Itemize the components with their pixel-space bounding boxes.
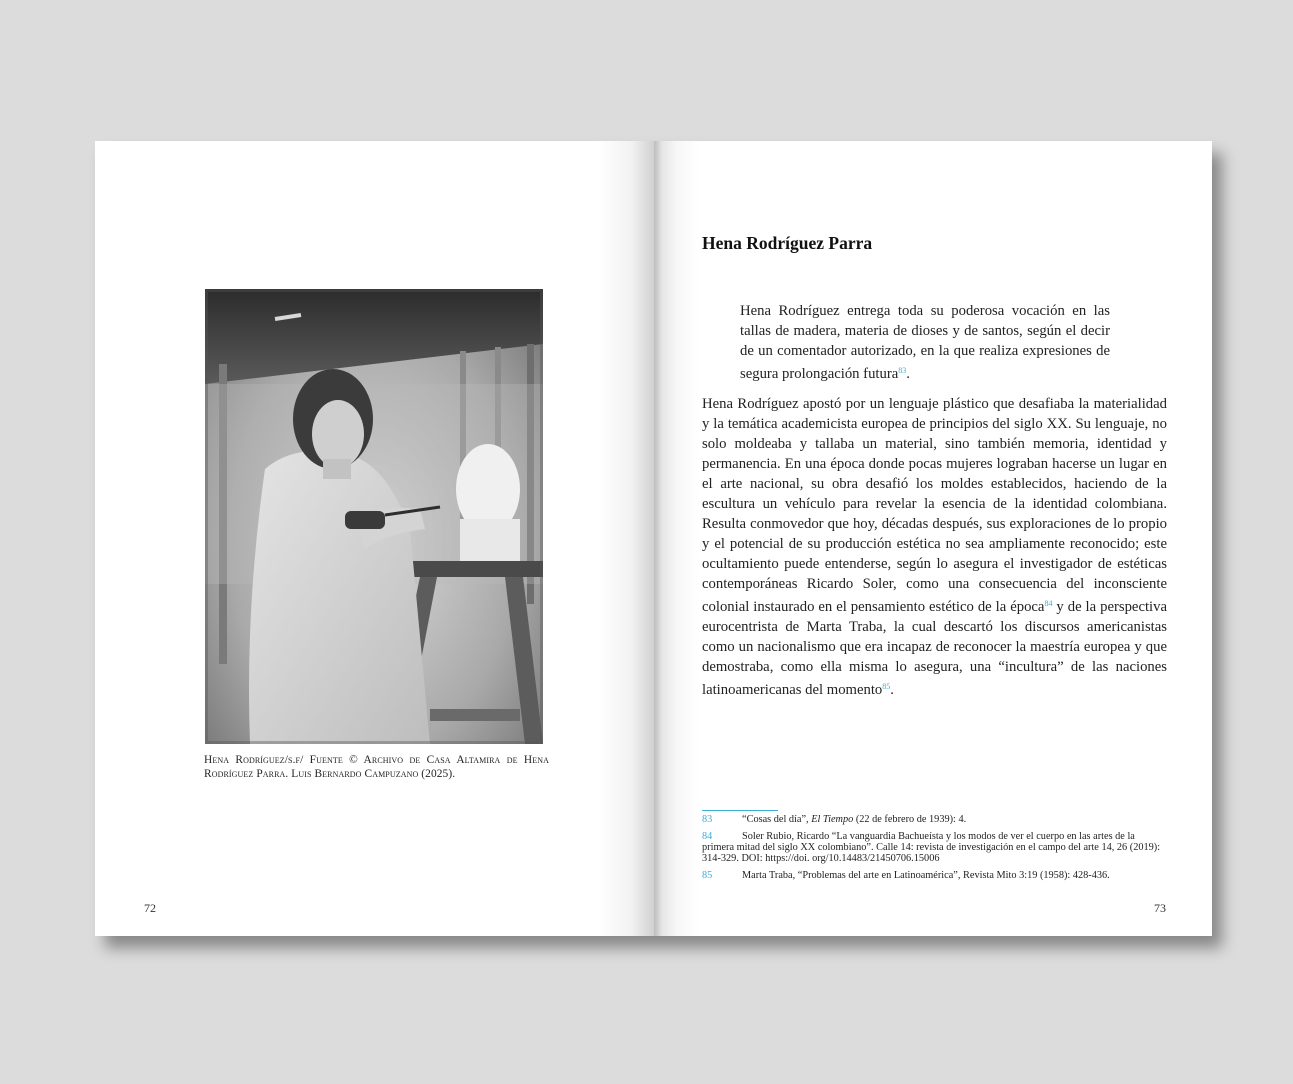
footnote-text: Soler Rubio, Ricardo “La vanguardia Bachueísta y los modos de ver el cuerpo en las artes de la primera mitad del siglo XX colombiano”. Calle 14: revista de investigación en el campo del arte 14, 26 (2019): 314-329. DOI: https://doi. org/10.14483/21450706.15006 [702,831,1161,864]
sculptor-photo [205,289,543,744]
book-spread [95,141,1212,936]
footnote-text-end: (22 de febrero de 1939): 4. [853,814,967,825]
left-page [95,141,654,936]
footnote-ref-85[interactable]: 85 [882,682,891,691]
footnote-item [702,814,1167,825]
footnote-ref-83[interactable]: 83 [898,366,907,375]
footnote-text: Marta Traba, “Problemas del arte en Latinoamérica”, Revista Mito 3:19 (1958): 428-436. [742,870,1110,881]
page-number-right: 73 [1154,901,1166,915]
body-text-end: . [890,682,894,698]
body-text-part1: Hena Rodríguez apostó por un lenguaje plástico que desafiaba la materialidad y la temática academicista europea de principios del siglo XX. Su lenguaje, no solo moldeaba y tallaba un material, sino también memoria, identidad y permanencia. En una época donde pocas mujeres lograban hacerse un lugar en el arte nacional, su obra desafió los moldes establecidos, haciendo de la escultura un vehículo para revelar la esencia de la identidad colombiana. Resulta conmovedor que hoy, décadas después, sus exploraciones de lo propio y el potencial de su producción estética no sea ampliamente reconocido; este ocultamiento puede entenderse, según lo asegura el investigador de estéticas contemporáneas Ricardo Soler, como una consecuencia del inconsciente colonial instaurado en el pensamiento estético de la época [702,396,1167,615]
body-paragraph [702,394,1167,700]
footnote-ref-84[interactable]: 84 [1044,599,1053,608]
section-heading: Hena Rodríguez Parra [702,233,873,253]
footnote-item [702,831,1167,864]
footnotes-list [702,814,1167,887]
footnote-divider [702,810,778,811]
epigraph-end: . [906,366,910,382]
footnote-number: 85 [702,870,713,881]
page-number-left: 72 [144,901,156,915]
epigraph-text: Hena Rodríguez entrega toda su poderosa vocación en las tallas de madera, materia de dioses y de santos, según el decir de un comentador autorizado, en la que realiza expresiones de segura prolongación futura [740,303,1110,382]
epigraph-quote [740,301,1110,384]
footnote-number: 83 [702,814,713,825]
footnote-text: “Cosas del día”, [742,814,812,825]
footnote-title: El Tiempo [811,814,854,825]
photo-caption: Hena Rodríguez/s.f/ Fuente © Archivo de Casa Altamira de Hena Rodríguez Parra. Luis Bernardo Campuzano (2025). [204,754,549,780]
footnote-number: 84 [702,831,713,842]
footnote-item [702,870,1167,881]
right-page [654,141,1212,936]
body-text-part2: y de la perspectiva eurocentrista de Marta Traba, la cual descartó los discursos americanistas como un nacionalismo que era incapaz de reconocer la maestría europea y que demostraba, como ella misma lo asegura, una “incultura” de las naciones latinoamericanas del momento [702,599,1167,698]
